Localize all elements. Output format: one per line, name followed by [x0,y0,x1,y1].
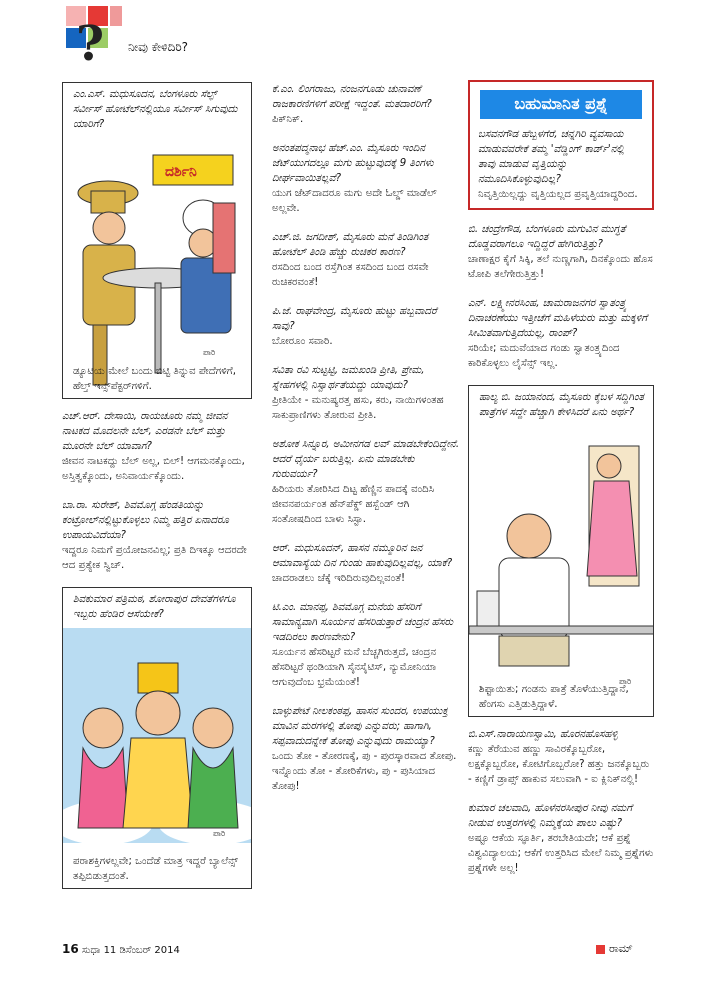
question-text: ಅನಂತಪದ್ಮನಾಭ ಹೆಚ್.ಎಂ. ಮೈಸೂರು ಇಂದಿನ ಜೆಟ್‌ಯುಗದಲ್ಲೂ ಮಗು ಹುಟ್ಟುವುದಕ್ಕೆ 9 ತಿಂಗಳು ದೀರ್ಘವಾಯಿತಲ್ಲವೆ? [272,143,434,184]
cartoon-kitchen [468,385,654,717]
cartoon-deities [62,587,252,889]
qa-item [272,363,460,423]
qa-item [62,498,252,573]
section-title: ನೀವು ಕೇಳಿದಿರಿ? [128,40,189,54]
answer-text: ಇದ್ದರೂ ನಿಮಗೆ ಪ್ರಯೋಜನವಿಲ್ಲ; ಪ್ರತಿ ದಿಇಕ್ಕೂ ಆದರದೇ ಆದ ಪ್ರತ್ಯೇಕ ಸ್ವಿಚ್. [62,545,247,571]
svg-text:?: ? [76,16,105,68]
answer-text: ಬೋರೂಂ ಸವಾರಿ. [272,336,333,347]
cartoon-caption: ಶಿಫ್ಟಾಯಿತು; ಗಂಡನು ಪಾತ್ರೆ ತೊಳೆಯುತ್ತಿದ್ದಾನೆ, ಹೆಂಗಸು ಎತ್ತಿಡುತ್ತಿದ್ದಾಳೆ. [479,684,629,710]
qa-item [468,222,654,282]
prize-question-title: ಬಹುಮಾನಿತ ಪ್ರಶ್ನೆ [478,88,644,121]
answer-text: ಕಣ್ಣು ತೆರೆಯುವ ಹಣ್ಣು ಸಾವಿರಕ್ಕೊಬ್ಬರೋ, ಲಕ್ಷಕ್ಕೊಬ್ಬರೋ, ಕೋಟಿಗೊಬ್ಬರೋ? ಹತ್ತು ಜನಕ್ಕೊಬ್ಬರು - ಕಣ್ಣಿಗೆ ಡ್ರಾಪ್ಸ್ ಹಾಕುವ ಸಲುವಾಗಿ - ಐ ಕ್ಲಿನಿಕ್‌ನಲ್ಲಿ! [468,744,650,785]
qa-item [272,541,460,586]
qa-item [272,82,460,127]
answer-text: ನಿವೃತ್ತಿಯಿಲ್ಲದ್ದು ವೃತ್ತಿಯಲ್ಲದ ಪ್ರವೃತ್ತಿಯಾದ್ದರಿಂದ. [478,189,638,200]
answer-text: ಅಷ್ಟೂ ಆಕೆಯ ಸ್ಫೂರ್ತಿ, ತರಬೇತಿಯದೇ; ಆಕೆ ಪ್ರಶ್ನೆ ವಿಶ್ವವಿದ್ಯಾಲಯ; ಆಕೆಗೆ ಉತ್ತರಿಸಿದ ಮೇಲೆ ನಿಮ್ಮ ಪ್ರಶ್ನೆಗಳು ಪ್ರಶ್ನೆಗಳೇ ಅಲ್ಲ! [468,833,654,874]
qa-item [272,704,460,794]
answer-text: ಸೂರ್ಯನ ಹೆಸರಿಟ್ಟರೆ ಮನೆ ಬೆಚ್ಚಗಿರುತ್ತದೆ, ಚಂದ್ರನ ಹೆಸರಿಟ್ಟರೆ ಥಂಡಿಯಾಗಿ ಸೈನಸೈಟಿಸ್, ನ್ಯುಮೋನಿಯಾ ಆಗುವುದೆಂಬ ಭ್ರಮೆಯಂತೆ! [272,647,437,688]
cartoon-question: ಎಂ.ಎಸ್. ಮಧುಸೂದನ, ಬೆಂಗಳೂರು ಸೆಲ್ಫ್ ಸರ್ವೀಸ್ ಹೋಟೆಲ್‌ನಲ್ಲಿಯೂ ಸರ್ವೀಸ್ ಸಿಗುವುದು ಯಾರಿಗೆ? [73,89,238,130]
question-text: ಎನ್. ಲಕ್ಷ್ಮೀನರಸಿಂಹ, ಚಾಮರಾಜನಗರ ಸ್ವಾತಂತ್ರ್ಯ ದಿನಾಚರಣೆಯು ಇತ್ತೀಚೆಗೆ ಮಹಿಳೆಯರು ಮತ್ತು ಮಕ್ಕಳಿಗೆ ಸೀಮಿತವಾಗುತ್ತಿದೆಯಲ್ಲ, ರಾಂಪ್? [468,298,648,339]
question-text: ಬಿ. ಚಂದ್ರೇಗೌಡ, ಬೆಂಗಳೂರು ಮಗುವಿನ ಮುಗ್ಧತೆ ದೊಡ್ಡವರಾಗಲೂ ಇದ್ದಿದ್ದರೆ ಹೇಗಿರುತ್ತಿತ್ತು? [468,224,626,250]
signature-text: ರಾಮ್ [609,942,633,955]
prize-question-box [468,80,654,210]
cartoon-restaurant [62,82,252,399]
qa-item [468,801,654,876]
cartoon-question: ಶಿವಕುಮಾರ ಪತ್ರಿಮಠ, ಶೋರಾಪುರ ದೇವತೆಗಳಿಗೂ ಇಬ್ಬರು ಹೆಂಡಿರ ಆಸೆಯೇಕೆ? [73,594,236,620]
qa-item [272,437,460,527]
question-text: ಎಚ್.ಜಿ. ಜಗದೀಶ್, ಮೈಸೂರು ಮನೆ ತಿಂಡಿಗಿಂತ ಹೋಟೆಲ್ ತಿಂಡಿ ಹೆಚ್ಚು ರುಚಿಕರ ಕಾರಣ? [272,232,429,258]
question-text: ಅಶೋಕ ಸಿನ್ನೂರ, ಅಮೀನಗಡ ಲವ್ ಮಾಡಬೇಕೆಂದಿದ್ದೇನೆ. ಆದರೆ ಧೈರ್ಯ ಬರುತ್ತಿಲ್ಲ. ಏನು ಮಾಡಬೇಕು ಗುರುವರ್ಯ? [272,439,460,480]
cartoon-illustration [469,386,654,716]
cartoon-caption: ಪರಾಶಕ್ತಿಗಳಲ್ಲವೇ; ಒಂದೆಡೆ ಮಾತ್ರ ಇದ್ದರೆ ಬ್ಯಾಲೆನ್ಸ್ ತಪ್ಪಿಬಿಡುತ್ತದಂತೆ. [73,856,239,882]
issue-date: 11 ಡಿಸೆಂಬರ್ 2014 [103,945,180,956]
question-text: ಟಿ.ಎಂ. ಮಾನಪ್ಪ, ಶಿವಮೊಗ್ಗ ಮನೆಯ ಹೆಸರಿಗೆ ಸಾಮಾನ್ಯವಾಗಿ ಸೂರ್ಯನ ಹೆಸರಿಡುತ್ತಾರೆ ಚಂದ್ರನ ಹೆಸರು ಇಡದಿರಲು ಕಾರಣವೇನು? [272,602,454,643]
qa-item [468,296,654,371]
answer-text: ಚಾದರಾಡಲು ಚೆಕ್ಕೆ ಇರಿದಿರುವುದಿಲ್ಲವಂತೆ! [272,573,406,584]
question-text: ಆರ್. ಮಧುಸೂದನ್, ಹಾಸನ ನಮ್ಮೂರಿನ ಜನ ಆಮಾವಾಸ್ಯೆಯ ದಿನ ಗುಂಡು ಹಾಕುವುದಿಲ್ಲವಲ್ಲ, ಯಾಕೆ? [272,543,453,569]
question-text: ಬಿ.ಎಸ್.ನಾರಾಯಣಸ್ವಾಮಿ, ಹೊರನಹೊಸಹಳ್ಳಿ [468,729,618,740]
question-text: ಬಾಳ್ಳುಪೇಟೆ ನೀಲಕಂಠಪ್ಪ, ಹಾಸನ ಸುಂದರ, ಉಪಯುಕ್ತ ಮಾವಿನ ಮರಗಳಲ್ಲಿ ತೋಪು ಎನ್ನುವರು; ಹಾಗಾಗಿ, ಸಪ್ಪವಾದುದನ್ನೇಕೆ ತೋಪು ಎನ್ನುವುದು ರಾಮಯ್ಯಾ? [272,706,448,747]
answer-text: ಒಂದು ತೋ - ತೋರಣಕ್ಕೆ, ಪು - ಪುರಸ್ಕಾರವಾದ ತೋಪು. ಇನ್ನೊಂದು ತೋ - ತೋರಿಕೆಗಳು, ಪು - ಪುಸಿಯಾದ ತೋಪು! [272,751,457,792]
page-footer [62,942,180,956]
column-middle [272,82,460,808]
question-text: ಬಸವನಗೌಡ ಹೆಬ್ಬಳಗೆರೆ, ಚನ್ನಗಿರಿ ವ್ಯವಸಾಯ ಮಾಡುವವರೇಕೆ ತಮ್ಮ 'ವೆಡ್ಡಿಂಗ್ ಕಾರ್ಡ್'ನಲ್ಲಿ ತಾವು ಮಾಡುವ ವೃತ್ತಿಯನ್ನು ನಮೂದಿಸಿಕೊಳ್ಳುವುದಿಲ್ಲ? [478,129,625,185]
question-text: ಕುಮಾರ ಚಲವಾದಿ, ಹೊಳೆನರಸೀಪುರ ನೀವು ನಮಗೆ ನೀಡುವ ಉತ್ತರಗಳಲ್ಲಿ ನಿಮ್ಮಕ್ಕೆಯ ಪಾಲು ಎಷ್ಟು? [468,803,633,829]
qa-item [272,304,460,349]
svg-text:ದರ್ಶಿನಿ: ದರ್ಶಿನಿ [165,164,197,180]
masthead: ಸುಧಾ [81,945,101,956]
page-number: 16 [62,942,79,956]
square-icon [596,945,605,954]
answer-text: ಹಿರಿಯರು ತೋರಿಸಿದ ದಿಟ್ಟ ಹೆಣ್ಣಿನ ಪಾದಕ್ಕೆ ವಂದಿಸಿ ಜೀವನಪರ್ಯಂತ ಹೆನ್‌ಪೆಕ್ಡ್ ಹಸ್ಬೆಂಡ್ ಆಗಿ ಸಂತೋಷದಿಂದ ಬಾಳು ಸಿಸ್ಟಾ. [272,484,435,525]
question-text: ಬಾ.ರಾ. ಸುರೇಶ್, ಶಿವಮೊಗ್ಗ ಹೆಂಡತಿಯನ್ನು ಕಂಟ್ರೋಲ್‌ನಲ್ಲಿಟ್ಟುಕೊಳ್ಳಲು ನಿಮ್ಮ ಹತ್ತಿರ ಏನಾದರೂ ಉಪಾಯವಿದೆಯಾ? [62,500,229,541]
question-text: ಕೆ.ಎಂ. ಲಿಂಗರಾಜು, ನಂಜನಗೂಡು ಚುನಾವಣೆ ರಾಜಕಾರಣಿಗಳಿಗೆ ಪರೀಕ್ಷೆ ಇದ್ದಂತೆ. ಮತದಾರರಿಗೆ? [272,84,432,110]
question-text: ಪಿ.ಜೆ. ರಾಘವೇಂದ್ರ, ಮೈಸೂರು ಹುಟ್ಟು ಹಬ್ಬವಾದರೆ ಸಾವು? [272,306,437,332]
answer-text: ಚಾಣಾಕ್ಷರ ಕೈಗೆ ಸಿಕ್ಕಿ, ತಲೆ ನುಣ್ಣಗಾಗಿ, ದಿನಕ್ಕೊಂದು ಹೊಸ ಟೋಪಿ ತಲೆಗೇರುತ್ತಿತ್ತು! [468,254,653,280]
svg-text:ಪಾರಿ: ಪಾರಿ [619,677,632,686]
cartoon-illustration [63,588,252,888]
column-right [468,80,654,890]
answer-text: ಯುಗ ಜೆಟ್‌ದಾದರೂ ಮಗು ಅದೇ ಓಲ್ಡ್ ಮಾಡೆಲ್ ಅಲ್ಲವೇ. [272,188,437,214]
section-logo [62,2,126,68]
answer-text: ಪ್ರೀತಿಯೇ - ಮನುಷ್ಯರತ್ತ ಹಸು, ಕರು, ನಾಯಿಗಳಂತಹ ಸಾಕುಪ್ರಾಣಿಗಳು ತೋರುವ ಪ್ರೀತಿ. [272,395,444,421]
author-signature [596,942,633,956]
question-text: ಎಚ್.ಆರ್. ದೇಸಾಯಿ, ರಾಯಚೂರು ನಮ್ಮ ಜೀವನ ನಾಟಕದ ಮೊದಲನೇ ಬೆಲ್, ಎರಡನೇ ಬೆಲ್ ಮತ್ತು ಮೂರನೇ ಬೆಲ್ ಯಾವಾಗ? [62,411,228,452]
answer-text: ಪಿಕ್‌ನಿಕ್. [272,114,304,125]
qa-item [62,409,252,484]
question-mark-icon [62,2,126,68]
answer-text: ರಸದಿಂದ ಬಂದ ರಸ್ತೆಗಿಂತ ಕಸದಿಂದ ಬಂದ ರಸವೇ ರುಚಿಕರವಂತೆ! [272,262,429,288]
cartoon-question: ಹಾಲ್ಯ ಬಿ. ಜಯಾನಂದ, ಮೈಸೂರು ಕೈಬಳ ಸದ್ದಿಗಿಂತ ಪಾತ್ರೆಗಳ ಸದ್ದೇ ಹೆಚ್ಚಾಗಿ ಕೇಳಿಸಿದರೆ ಏನು ಅರ್ಥ? [479,392,644,418]
answer-text: ಸರಿಯೇ; ಮದುವೆಯಾದ ಗಂಡು ಸ್ವಾತಂತ್ರ್ಯದಿಂದ ಕಾರಿಕೊಳ್ಳಲು ಲೈಸೆನ್ಸ್ ಇಲ್ಲ. [468,343,620,369]
qa-item [272,600,460,690]
question-text: ಸವಿತಾ ರವಿ ಸುಟ್ಟಟ್ಟಿ, ಜಮಖಂಡಿ ಪ್ರೀತಿ, ಪ್ರೇಮ, ಸ್ನೇಹಗಳಲ್ಲಿ ನಿಸ್ವಾರ್ಥತೆಯದ್ದು ಯಾವುದು? [272,365,425,391]
qa-item [272,141,460,216]
svg-text:ಪಾರಿ: ಪಾರಿ [213,829,226,838]
qa-item [468,727,654,787]
cartoon-caption: ಡ್ಯೂಟಿಯ ಮೇಲೆ ಬಂದು ಬಿಟ್ಟಿ ತಿನ್ನುವ ಪೇದೆಗಳಿಗೆ, ಹೆಲ್ತ್ ಇನ್ಸ್‌ಪೆಕ್ಟರ್‌ಗಳಿಗೆ. [73,366,236,392]
answer-text: ಜೀವನ ನಾಟಕದ್ದು ಬೆಲ್ ಅಲ್ಲ, ಬಿಲ್! ಆಗಮನಕ್ಕೊಂದು, ಅಸ್ತಿತ್ವಕ್ಕೊಂದು, ಅನಿವಾರ್ಯಕ್ಕೊಂದು. [62,456,245,482]
column-left [62,82,252,899]
svg-text:ಪಾರಿ: ಪಾರಿ [203,348,216,357]
qa-item [272,230,460,290]
